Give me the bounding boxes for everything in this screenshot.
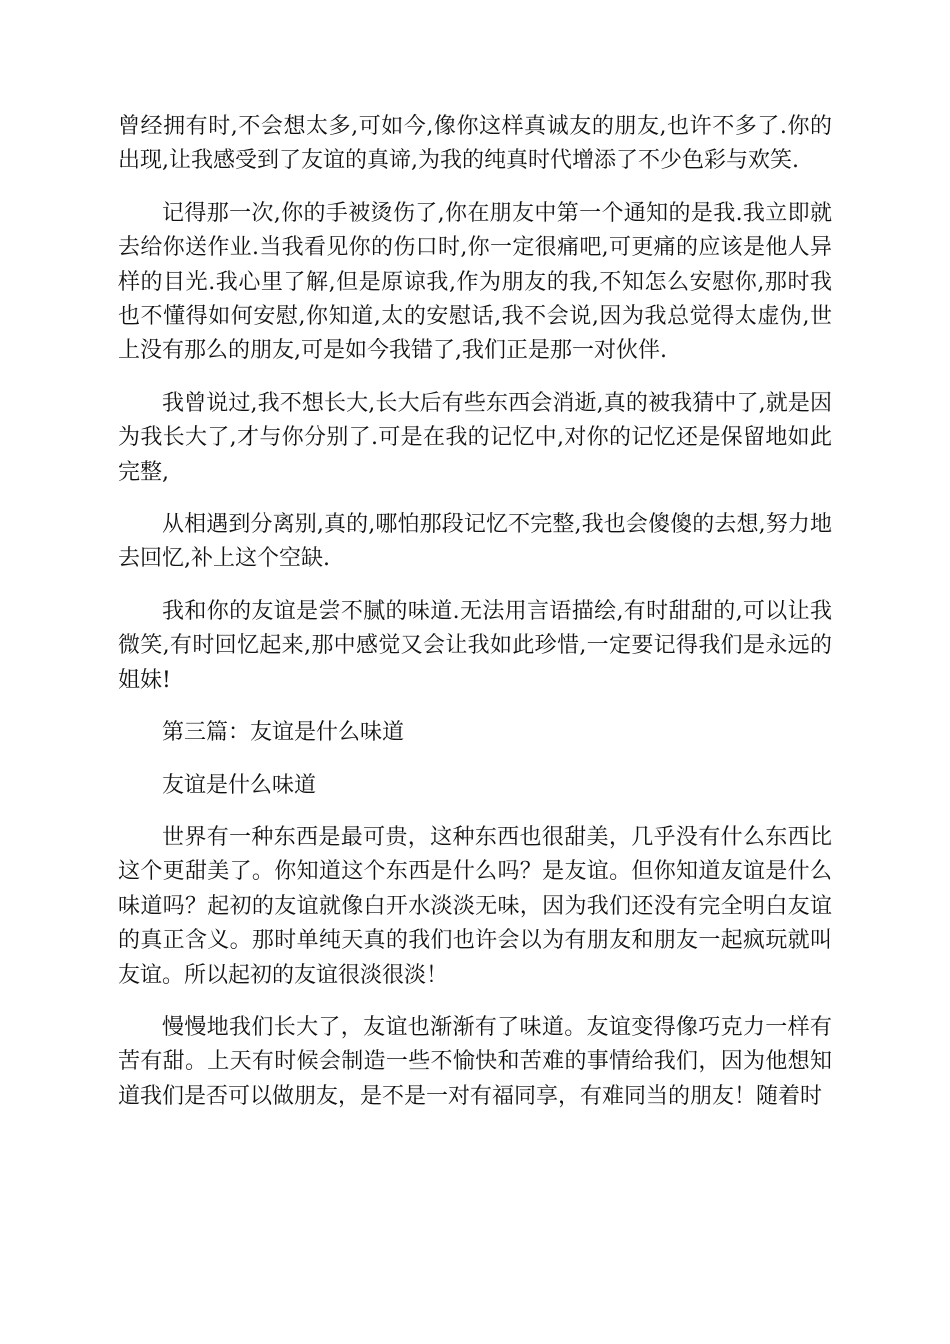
paragraph: 曾经拥有时,不会想太多,可如今,像你这样真诚友的朋友,也许不多了.你的出现,让我感受到了友谊的真谛,为我的纯真时代增添了不少色彩与欢笑. [118,114,832,174]
paragraph: 我曾说过,我不想长大,长大后有些东西会消逝,真的被我猜中了,就是因为我长大了,才与你分别了.可是在我的记忆中,对你的记忆还是保留地如此完整, [118,390,832,485]
section-title: 第三篇：友谊是什么味道 [162,720,405,746]
paragraph: 慢慢地我们长大了，友谊也渐渐有了味道。友谊变得像巧克力一样有苦有甜。上天有时候会制造一些不愉快和苦难的事情给我们，因为他想知道我们是否可以做朋友，是不是一对有福同享，有难同当的朋友！随着时 [118,1014,832,1109]
paragraph: 记得那一次,你的手被烫伤了,你在朋友中第一个通知的是我.我立即就去给你送作业.当我看见你的伤口时,你一定很痛吧,可更痛的应该是他人异样的目光.我心里了解,但是原谅我,作为朋友的我,不知怎么安慰你,那时我也不懂得如何安慰,你知道,太的安慰话,我不会说,因为我总觉得太虚伪,世上没有那么的朋友,可是如今我错了,我们正是那一对伙伴. [118,200,832,364]
paragraph: 从相遇到分离别,真的,哪怕那段记忆不完整,我也会傻傻的去想,努力地去回忆,补上这个空缺. [118,512,832,572]
paragraph: 我和你的友谊是尝不腻的味道.无法用言语描绘,有时甜甜的,可以让我微笑,有时回忆起来,那中感觉又会让我如此珍惜,一定要记得我们是永远的姐妹! [118,598,832,693]
paragraph: 世界有一种东西是最可贵，这种东西也很甜美，几乎没有什么东西比这个更甜美了。你知道这个东西是什么吗？是友谊。但你知道友谊是什么味道吗？起初的友谊就像白开水淡淡无味，因为我们还没有完全明白友谊的真正含义。那时单纯天真的我们也许会以为有朋友和朋友一起疯玩就叫友谊。所以起初的友谊很淡很淡！ [118,824,832,988]
article-title: 友谊是什么味道 [162,772,317,798]
document-page [118,110,832,1132]
